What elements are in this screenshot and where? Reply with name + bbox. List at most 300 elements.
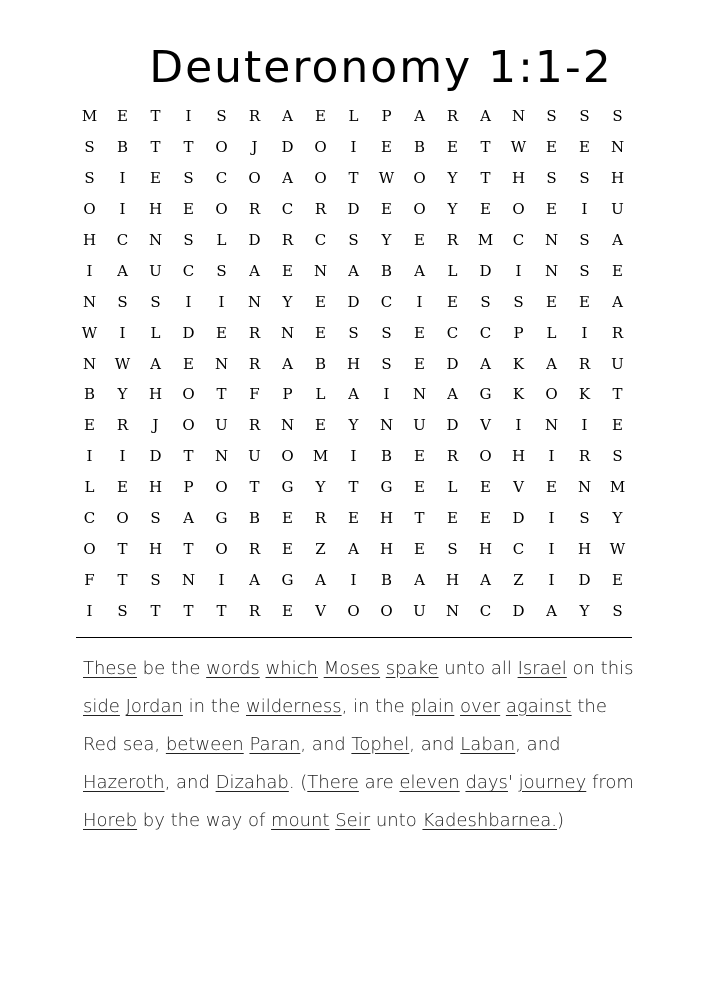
grid-letter[interactable]: G	[479, 385, 492, 404]
grid-letter[interactable]: I	[350, 570, 357, 589]
grid-letter[interactable]: D	[446, 354, 459, 373]
grid-letter[interactable]: Y	[117, 385, 128, 404]
grid-letter[interactable]: A	[546, 354, 557, 373]
grid-letter[interactable]: D	[512, 509, 525, 528]
grid-letter[interactable]: A	[117, 261, 128, 280]
grid-letter[interactable]: A	[612, 292, 623, 311]
grid-letter[interactable]: C	[83, 509, 96, 528]
grid-letter[interactable]: R	[248, 323, 261, 342]
grid-letter[interactable]: E	[612, 416, 623, 435]
grid-letter[interactable]: T	[612, 385, 623, 404]
grid-letter[interactable]: E	[414, 323, 425, 342]
grid-letter[interactable]: T	[348, 169, 359, 188]
grid-letter[interactable]: N	[313, 261, 328, 280]
grid-letter[interactable]: T	[150, 107, 161, 126]
grid-letter[interactable]: E	[381, 138, 392, 157]
grid-letter[interactable]: D	[347, 200, 360, 219]
grid-letter[interactable]: G	[281, 478, 294, 497]
grid-letter[interactable]: C	[380, 292, 393, 311]
grid-letter[interactable]: N	[280, 416, 295, 435]
grid-letter[interactable]: D	[149, 447, 162, 466]
grid-letter[interactable]: E	[348, 509, 359, 528]
grid-letter[interactable]: S	[117, 601, 128, 620]
grid-letter[interactable]: N	[544, 261, 559, 280]
grid-letter[interactable]: I	[86, 261, 93, 280]
grid-letter[interactable]: E	[546, 138, 557, 157]
grid-letter[interactable]: E	[546, 200, 557, 219]
grid-letter[interactable]: S	[84, 138, 95, 157]
grid-letter[interactable]: H	[148, 385, 163, 404]
grid-letter[interactable]: I	[218, 292, 225, 311]
grid-letter[interactable]: I	[86, 601, 93, 620]
grid-letter[interactable]: O	[413, 169, 426, 188]
grid-letter[interactable]: G	[281, 570, 294, 589]
grid-letter[interactable]: O	[182, 416, 195, 435]
grid-letter[interactable]: W	[609, 539, 626, 558]
grid-letter[interactable]: T	[480, 169, 491, 188]
passage-text: be the	[136, 658, 207, 679]
grid-letter[interactable]: Y	[447, 169, 458, 188]
grid-letter[interactable]: E	[480, 509, 491, 528]
grid-letter[interactable]: H	[148, 200, 163, 219]
grid-letter[interactable]: D	[281, 138, 294, 157]
grid-letter[interactable]: B	[380, 447, 393, 466]
grid-letter[interactable]: E	[546, 292, 557, 311]
grid-letter[interactable]: P	[282, 385, 293, 404]
grid-letter[interactable]: C	[182, 261, 195, 280]
grid-letter[interactable]: B	[248, 509, 261, 528]
grid-letter[interactable]: T	[117, 570, 128, 589]
grid-letter[interactable]: D	[182, 323, 195, 342]
grid-letter[interactable]: T	[183, 138, 194, 157]
grid-letter[interactable]: W	[114, 354, 131, 373]
grid-letter[interactable]: U	[611, 354, 624, 373]
grid-letter[interactable]: R	[248, 107, 261, 126]
grid-letter[interactable]: C	[116, 231, 129, 249]
grid-letter[interactable]: E	[414, 447, 425, 466]
grid-letter[interactable]: O	[413, 200, 426, 219]
grid-letter[interactable]: J	[251, 138, 258, 157]
grid-letter[interactable]: K	[512, 385, 525, 404]
grid-letter[interactable]: H	[511, 447, 526, 466]
grid-letter[interactable]: E	[315, 292, 326, 311]
grid-letter[interactable]: E	[546, 478, 557, 497]
grid-letter[interactable]: R	[248, 200, 261, 219]
grid-row	[73, 348, 635, 379]
grid-letter[interactable]: O	[215, 200, 228, 219]
grid-letter[interactable]: S	[480, 292, 491, 311]
grid-letter[interactable]: O	[215, 539, 228, 558]
grid-letter[interactable]: L	[546, 323, 557, 342]
grid-letter[interactable]: V	[513, 478, 524, 497]
grid-letter[interactable]: T	[480, 138, 491, 157]
grid-letter[interactable]: S	[348, 231, 359, 249]
grid-letter[interactable]: O	[281, 447, 294, 466]
grid-letter[interactable]: E	[183, 200, 194, 219]
grid-letter[interactable]: I	[119, 169, 126, 188]
grid-letter[interactable]: E	[216, 323, 227, 342]
grid-letter[interactable]: O	[215, 478, 228, 497]
grid-letter[interactable]: E	[612, 570, 623, 589]
grid-letter[interactable]: I	[350, 138, 357, 157]
grid-letter[interactable]: P	[381, 107, 392, 126]
grid-letter[interactable]: U	[611, 200, 624, 219]
grid-letter[interactable]: L	[447, 478, 458, 497]
grid-letter[interactable]: E	[414, 231, 425, 249]
grid-letter[interactable]: T	[183, 447, 194, 466]
grid-letter[interactable]: H	[148, 478, 163, 497]
grid-letter[interactable]: E	[480, 478, 491, 497]
grid-letter[interactable]: H	[445, 570, 460, 589]
grid-letter[interactable]: E	[447, 138, 458, 157]
grid-letter[interactable]: S	[150, 570, 161, 589]
grid-letter[interactable]: S	[579, 261, 590, 280]
grid-letter[interactable]: A	[183, 509, 194, 528]
grid-letter[interactable]: N	[214, 354, 229, 373]
grid-letter[interactable]: M	[609, 478, 626, 497]
grid-letter[interactable]: E	[150, 169, 161, 188]
grid-letter[interactable]: F	[84, 570, 95, 589]
grid-letter[interactable]: E	[84, 416, 95, 435]
grid-letter[interactable]: A	[414, 107, 425, 126]
grid-letter[interactable]: C	[512, 231, 525, 249]
grid-letter[interactable]: O	[182, 385, 195, 404]
grid-letter[interactable]: D	[479, 261, 492, 280]
grid-letter[interactable]: Z	[315, 539, 326, 558]
grid-letter[interactable]: I	[416, 292, 423, 311]
grid-letter[interactable]: R	[314, 509, 327, 528]
grid-letter[interactable]: A	[282, 354, 293, 373]
grid-letter[interactable]: T	[249, 478, 260, 497]
grid-letter[interactable]: E	[117, 107, 128, 126]
grid-letter[interactable]: Z	[513, 570, 524, 589]
grid-letter[interactable]: B	[314, 354, 327, 373]
grid-letter[interactable]: T	[183, 601, 194, 620]
grid-letter[interactable]: S	[183, 169, 194, 188]
grid-letter[interactable]: E	[117, 478, 128, 497]
grid-letter[interactable]: Y	[282, 292, 293, 311]
grid-letter[interactable]: C	[512, 539, 525, 558]
grid-letter[interactable]: Y	[612, 509, 623, 528]
grid-letter[interactable]: E	[414, 539, 425, 558]
grid-letter[interactable]: C	[314, 231, 327, 249]
grid-letter[interactable]: I	[548, 570, 555, 589]
grid-letter[interactable]: R	[578, 447, 591, 466]
grid-letter[interactable]: I	[218, 570, 225, 589]
grid-letter[interactable]: I	[581, 416, 588, 435]
grid-letter[interactable]: A	[249, 261, 260, 280]
grid-letter[interactable]: O	[380, 601, 393, 620]
grid-letter[interactable]: L	[348, 107, 359, 126]
grid-letter[interactable]: V	[315, 601, 326, 620]
grid-letter[interactable]: E	[282, 261, 293, 280]
grid-letter[interactable]: S	[579, 231, 590, 249]
grid-letter[interactable]: A	[480, 354, 491, 373]
grid-letter[interactable]: N	[181, 570, 196, 589]
grid-letter[interactable]: I	[548, 539, 555, 558]
grid-letter[interactable]: H	[346, 354, 361, 373]
grid-letter[interactable]: B	[83, 385, 96, 404]
grid-letter[interactable]: I	[119, 323, 126, 342]
grid-letter[interactable]: R	[248, 416, 261, 435]
grid-letter[interactable]: A	[282, 107, 293, 126]
grid-letter[interactable]: A	[282, 169, 293, 188]
grid-letter[interactable]: O	[512, 200, 525, 219]
grid-letter[interactable]: E	[612, 261, 623, 280]
grid-letter[interactable]: A	[348, 539, 359, 558]
grid-letter[interactable]: K	[578, 385, 591, 404]
grid-letter[interactable]: E	[282, 601, 293, 620]
grid-letter[interactable]: S	[150, 509, 161, 528]
grid-letter[interactable]: A	[612, 231, 623, 249]
grid-letter[interactable]: T	[216, 385, 227, 404]
grid-letter[interactable]: F	[249, 385, 260, 404]
grid-letter[interactable]: H	[148, 539, 163, 558]
grid-letter[interactable]: I	[119, 200, 126, 219]
grid-letter[interactable]: N	[544, 416, 559, 435]
grid-letter[interactable]: C	[281, 200, 294, 219]
grid-letter[interactable]: E	[579, 138, 590, 157]
grid-letter[interactable]: N	[82, 354, 97, 373]
grid-letter[interactable]: U	[248, 447, 261, 466]
grid-letter[interactable]: O	[545, 385, 558, 404]
grid-letter[interactable]: P	[183, 478, 194, 497]
grid-letter[interactable]: M	[312, 447, 329, 466]
grid-letter[interactable]: A	[480, 107, 491, 126]
grid-letter[interactable]: R	[446, 447, 459, 466]
grid-letter[interactable]: I	[515, 261, 522, 280]
grid-letter[interactable]: T	[117, 539, 128, 558]
grid-letter[interactable]: S	[117, 292, 128, 311]
grid-letter[interactable]: N	[148, 231, 163, 249]
grid-letter[interactable]: N	[544, 231, 559, 249]
grid-letter[interactable]: O	[479, 447, 492, 466]
grid-letter[interactable]: O	[116, 509, 129, 528]
grid-letter[interactable]: U	[413, 416, 426, 435]
grid-letter[interactable]: Y	[381, 231, 392, 249]
grid-row	[73, 317, 635, 348]
grid-letter[interactable]: A	[150, 354, 161, 373]
grid-letter[interactable]: S	[546, 169, 557, 188]
grid-letter[interactable]: S	[612, 601, 623, 620]
grid-letter[interactable]: O	[248, 169, 261, 188]
word-search-grid	[73, 101, 635, 626]
grid-letter[interactable]: A	[315, 570, 326, 589]
grid-letter[interactable]: M	[81, 107, 98, 126]
grid-letter[interactable]: L	[84, 478, 95, 497]
search-word: journey	[518, 772, 587, 793]
grid-letter[interactable]: G	[215, 509, 228, 528]
grid-letter[interactable]: S	[348, 323, 359, 342]
grid-letter[interactable]: H	[577, 539, 592, 558]
grid-letter[interactable]: D	[248, 231, 261, 249]
grid-letter[interactable]: H	[610, 169, 625, 188]
grid-letter[interactable]: I	[86, 447, 93, 466]
grid-letter[interactable]: S	[216, 261, 227, 280]
grid-letter[interactable]: U	[149, 261, 162, 280]
grid-letter[interactable]: E	[447, 509, 458, 528]
grid-letter[interactable]: I	[185, 292, 192, 311]
grid-letter[interactable]: S	[183, 231, 194, 249]
grid-letter[interactable]: H	[379, 509, 394, 528]
grid-letter[interactable]: P	[513, 323, 524, 342]
grid-letter[interactable]: W	[378, 169, 395, 188]
grid-letter[interactable]: S	[381, 323, 392, 342]
grid-letter[interactable]: O	[314, 138, 327, 157]
grid-letter[interactable]: S	[579, 509, 590, 528]
grid-letter[interactable]: N	[610, 138, 625, 157]
grid-letter[interactable]: I	[548, 509, 555, 528]
grid-letter[interactable]: A	[480, 570, 491, 589]
grid-letter[interactable]: A	[414, 261, 425, 280]
grid-letter[interactable]: H	[478, 539, 493, 558]
grid-letter[interactable]: C	[479, 323, 492, 342]
grid-letter[interactable]: N	[511, 107, 526, 126]
grid-letter[interactable]: S	[612, 107, 623, 126]
grid-letter[interactable]: T	[216, 601, 227, 620]
grid-letter[interactable]: I	[581, 200, 588, 219]
passage-text: '	[507, 772, 519, 793]
grid-letter[interactable]: D	[446, 416, 459, 435]
grid-letter[interactable]: S	[579, 107, 590, 126]
grid-letter[interactable]: A	[348, 261, 359, 280]
grid-letter[interactable]: E	[579, 292, 590, 311]
grid-letter[interactable]: G	[380, 478, 393, 497]
grid-letter[interactable]: I	[383, 385, 390, 404]
grid-letter[interactable]: E	[183, 354, 194, 373]
grid-letter[interactable]: N	[82, 292, 97, 311]
grid-letter[interactable]: O	[83, 200, 96, 219]
grid-letter[interactable]: S	[381, 354, 392, 373]
grid-letter[interactable]: R	[248, 539, 261, 558]
grid-letter[interactable]: E	[315, 323, 326, 342]
grid-letter[interactable]: J	[152, 416, 159, 435]
grid-letter[interactable]: R	[578, 354, 591, 373]
search-word: Moses	[323, 658, 381, 679]
search-word: between	[165, 734, 244, 755]
grid-letter[interactable]: I	[350, 447, 357, 466]
grid-letter[interactable]: L	[216, 231, 227, 249]
grid-letter[interactable]: A	[447, 385, 458, 404]
grid-letter[interactable]: I	[119, 447, 126, 466]
grid-row	[73, 255, 635, 286]
grid-letter[interactable]: O	[215, 138, 228, 157]
grid-letter[interactable]: N	[445, 601, 460, 620]
grid-letter[interactable]: Y	[315, 478, 326, 497]
grid-letter[interactable]: A	[348, 385, 359, 404]
grid-letter[interactable]: N	[247, 292, 262, 311]
grid-letter[interactable]: T	[150, 138, 161, 157]
grid-letter[interactable]: L	[150, 323, 161, 342]
grid-letter[interactable]: E	[414, 478, 425, 497]
grid-letter[interactable]: B	[116, 138, 129, 157]
grid-letter[interactable]: R	[446, 231, 459, 249]
grid-letter[interactable]: R	[281, 231, 294, 249]
grid-letter[interactable]: T	[183, 539, 194, 558]
grid-row	[73, 225, 635, 256]
grid-letter[interactable]: E	[447, 292, 458, 311]
grid-letter[interactable]: E	[315, 416, 326, 435]
grid-letter[interactable]: A	[546, 601, 557, 620]
grid-letter[interactable]: H	[511, 169, 526, 188]
grid-letter[interactable]: B	[380, 570, 393, 589]
grid-letter[interactable]: I	[515, 416, 522, 435]
grid-letter[interactable]: K	[512, 354, 525, 373]
search-word: Hazeroth	[83, 772, 165, 793]
grid-letter[interactable]: S	[447, 539, 458, 558]
grid-letter[interactable]: I	[548, 447, 555, 466]
grid-letter[interactable]: D	[512, 601, 525, 620]
grid-letter[interactable]: C	[446, 323, 459, 342]
grid-letter[interactable]: D	[347, 292, 360, 311]
grid-letter[interactable]: U	[215, 416, 228, 435]
grid-letter[interactable]: I	[581, 323, 588, 342]
grid-letter[interactable]: W	[81, 323, 98, 342]
grid-letter[interactable]: N	[577, 478, 592, 497]
grid-letter[interactable]: O	[314, 169, 327, 188]
grid-letter[interactable]: E	[480, 200, 491, 219]
grid-letter[interactable]: T	[150, 601, 161, 620]
grid-letter[interactable]: L	[447, 261, 458, 280]
grid-letter[interactable]: W	[510, 138, 527, 157]
grid-letter[interactable]: R	[248, 601, 261, 620]
grid-letter[interactable]: O	[347, 601, 360, 620]
grid-letter[interactable]: N	[412, 385, 427, 404]
grid-letter[interactable]: S	[579, 169, 590, 188]
grid-letter[interactable]: N	[214, 447, 229, 466]
grid-letter[interactable]: E	[282, 509, 293, 528]
grid-letter[interactable]: S	[513, 292, 524, 311]
grid-letter[interactable]: T	[414, 509, 425, 528]
grid-letter[interactable]: C	[479, 601, 492, 620]
grid-letter[interactable]: R	[116, 416, 129, 435]
grid-letter[interactable]: E	[414, 354, 425, 373]
grid-letter[interactable]: L	[315, 385, 326, 404]
grid-letter[interactable]: Y	[348, 416, 359, 435]
grid-letter[interactable]: E	[315, 107, 326, 126]
grid-letter[interactable]: R	[611, 323, 624, 342]
grid-letter[interactable]: S	[150, 292, 161, 311]
grid-letter[interactable]: N	[280, 323, 295, 342]
grid-letter[interactable]: S	[84, 169, 95, 188]
grid-letter[interactable]: D	[578, 570, 591, 589]
grid-letter[interactable]: S	[612, 447, 623, 466]
grid-letter[interactable]: H	[379, 539, 394, 558]
grid-letter[interactable]: U	[413, 601, 426, 620]
grid-letter[interactable]: S	[546, 107, 557, 126]
grid-letter[interactable]: B	[380, 261, 393, 280]
grid-letter[interactable]: E	[282, 539, 293, 558]
grid-letter[interactable]: S	[216, 107, 227, 126]
grid-letter[interactable]: B	[413, 138, 426, 157]
grid-letter[interactable]: N	[379, 416, 394, 435]
grid-letter[interactable]: R	[248, 354, 261, 373]
grid-letter[interactable]: R	[446, 107, 459, 126]
grid-letter[interactable]: V	[480, 416, 491, 435]
grid-letter[interactable]: A	[249, 570, 260, 589]
grid-letter[interactable]: A	[414, 570, 425, 589]
grid-letter[interactable]: C	[215, 169, 228, 188]
grid-letter[interactable]: T	[348, 478, 359, 497]
grid-letter[interactable]: E	[381, 200, 392, 219]
grid-letter[interactable]: M	[477, 231, 494, 249]
grid-letter[interactable]: Y	[447, 200, 458, 219]
grid-letter[interactable]: Y	[579, 601, 590, 620]
grid-letter[interactable]: I	[185, 107, 192, 126]
grid-letter[interactable]: H	[82, 231, 97, 249]
grid-letter[interactable]: O	[83, 539, 96, 558]
grid-letter[interactable]: R	[314, 200, 327, 219]
